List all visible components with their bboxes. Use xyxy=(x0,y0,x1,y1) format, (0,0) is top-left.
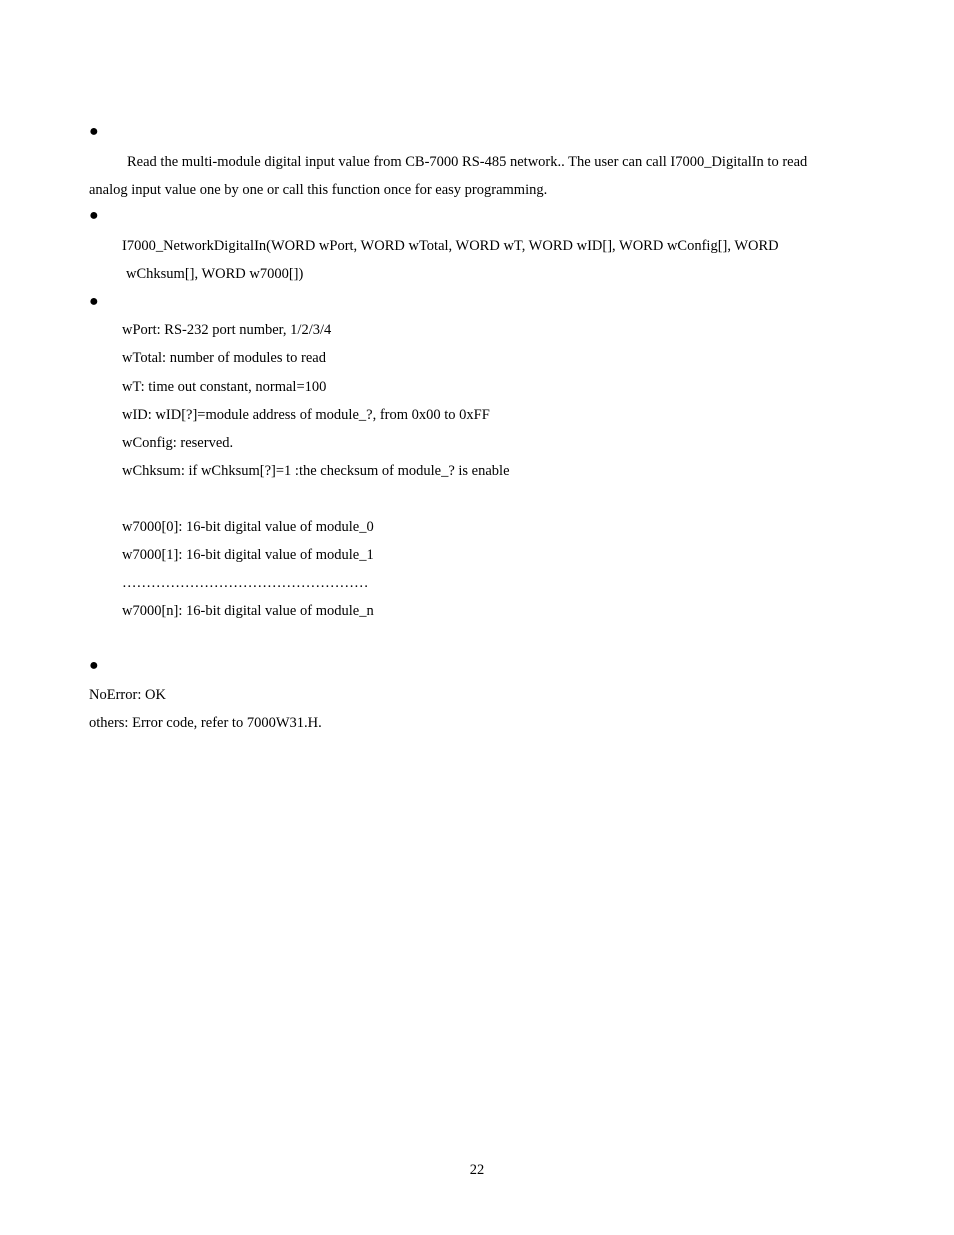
return-noerror: NoError: OK xyxy=(89,687,166,703)
parameters-bullet: ● xyxy=(89,293,99,310)
parameter-wport: wPort: RS-232 port number, 1/2/3/4 xyxy=(122,322,332,338)
return-others: others: Error code, refer to 7000W31.H. xyxy=(89,715,322,731)
syntax-line-1: I7000_NetworkDigitalIn(WORD wPort, WORD wTotal, WORD wT, WORD wID[], WORD wConfig[], WORD xyxy=(122,238,779,254)
description-bullet: ● xyxy=(89,123,99,140)
syntax-line-2: wChksum[], WORD w7000[]) xyxy=(126,266,304,282)
syntax-bullet: ● xyxy=(89,207,99,224)
parameter-wtotal: wTotal: number of modules to read xyxy=(122,350,326,366)
page-number: 22 xyxy=(469,1162,485,1178)
description-text-line-2: analog input value one by one or call this function once for easy programming. xyxy=(89,182,548,198)
parameter-wt: wT: time out constant, normal=100 xyxy=(122,379,327,395)
output-w7000-n: w7000[n]: 16-bit digital value of module_n xyxy=(122,603,374,619)
description-text-line-1: Read the multi-module digital input value from CB-7000 RS-485 network.. The user can call I7000_DigitalIn to read xyxy=(127,154,808,170)
return-bullet: ● xyxy=(89,657,99,674)
parameter-wchksum: wChksum: if wChksum[?]=1 :the checksum of module_? is enable xyxy=(122,463,510,479)
output-w7000-1: w7000[1]: 16-bit digital value of module_1 xyxy=(122,547,374,563)
output-w7000-0: w7000[0]: 16-bit digital value of module_0 xyxy=(122,519,374,535)
output-ellipsis: …………………………………………… xyxy=(122,575,369,591)
parameter-wid: wID: wID[?]=module address of module_?, from 0x00 to 0xFF xyxy=(122,407,490,423)
parameter-wconfig: wConfig: reserved. xyxy=(122,435,234,451)
